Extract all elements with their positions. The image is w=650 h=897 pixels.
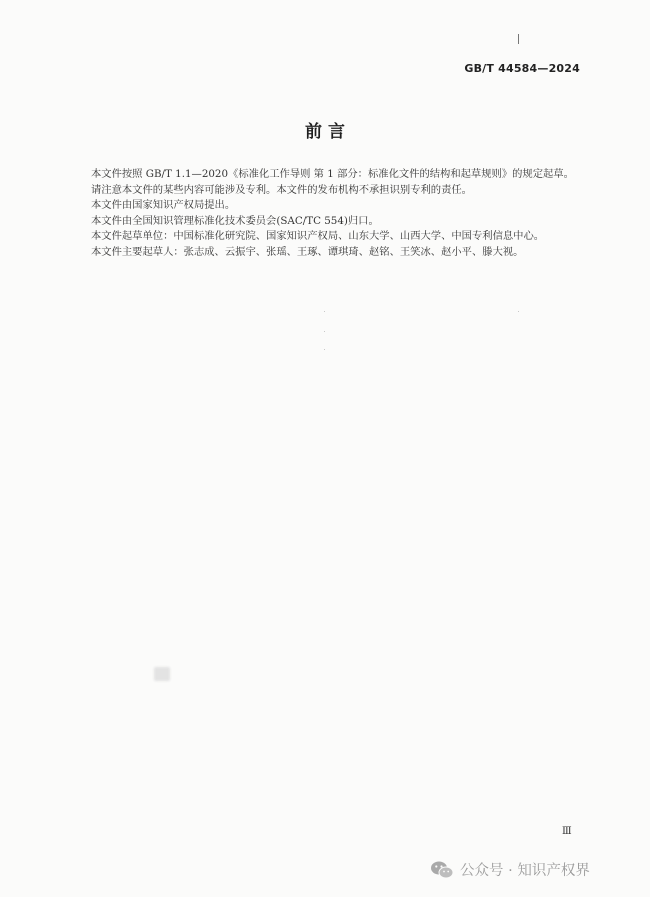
paragraph-proposed-by: 本文件由国家知识产权局提出。 (91, 199, 236, 212)
foreword-body (70, 167, 582, 261)
wechat-icon (430, 860, 454, 880)
page-edge-mark (518, 34, 519, 44)
scan-speck (324, 349, 325, 350)
paragraph-patent-notice: 请注意本文件的某些内容可能涉及专利。本文件的发布机构不承担识别专利的责任。 (91, 183, 472, 196)
paragraph-drafting-rules: 本文件按照 GB/T 1.1—2020《标准化工作导则 第 1 部分：标准化文件的结构和起草规则》的规定起草。 (91, 168, 574, 180)
paragraph-drafting-units: 本文件起草单位：中国标准化研究院、国家知识产权局、山东大学、山西大学、中国专利信息中心。 (91, 230, 545, 243)
paragraph-drafters: 本文件主要起草人：张志成、云振宇、张瑶、王琢、谭琪琦、赵铭、王笑冰、赵小平、滕大视。 (91, 245, 524, 258)
scan-speck (518, 311, 519, 312)
page-title: 前 言 (305, 122, 345, 142)
paragraph-under-jurisdiction: 本文件由全国知识管理标准化技术委员会(SAC/TC 554)归口。 (91, 214, 379, 227)
scan-artifact (154, 667, 170, 681)
standard-number: GB/T 44584—2024 (464, 62, 580, 75)
watermark-text: 公众号 · 知识产权界 (460, 863, 590, 879)
page-number: Ⅲ (562, 826, 572, 837)
scan-speck (324, 331, 325, 332)
watermark (430, 859, 590, 880)
scan-speck (324, 311, 325, 312)
